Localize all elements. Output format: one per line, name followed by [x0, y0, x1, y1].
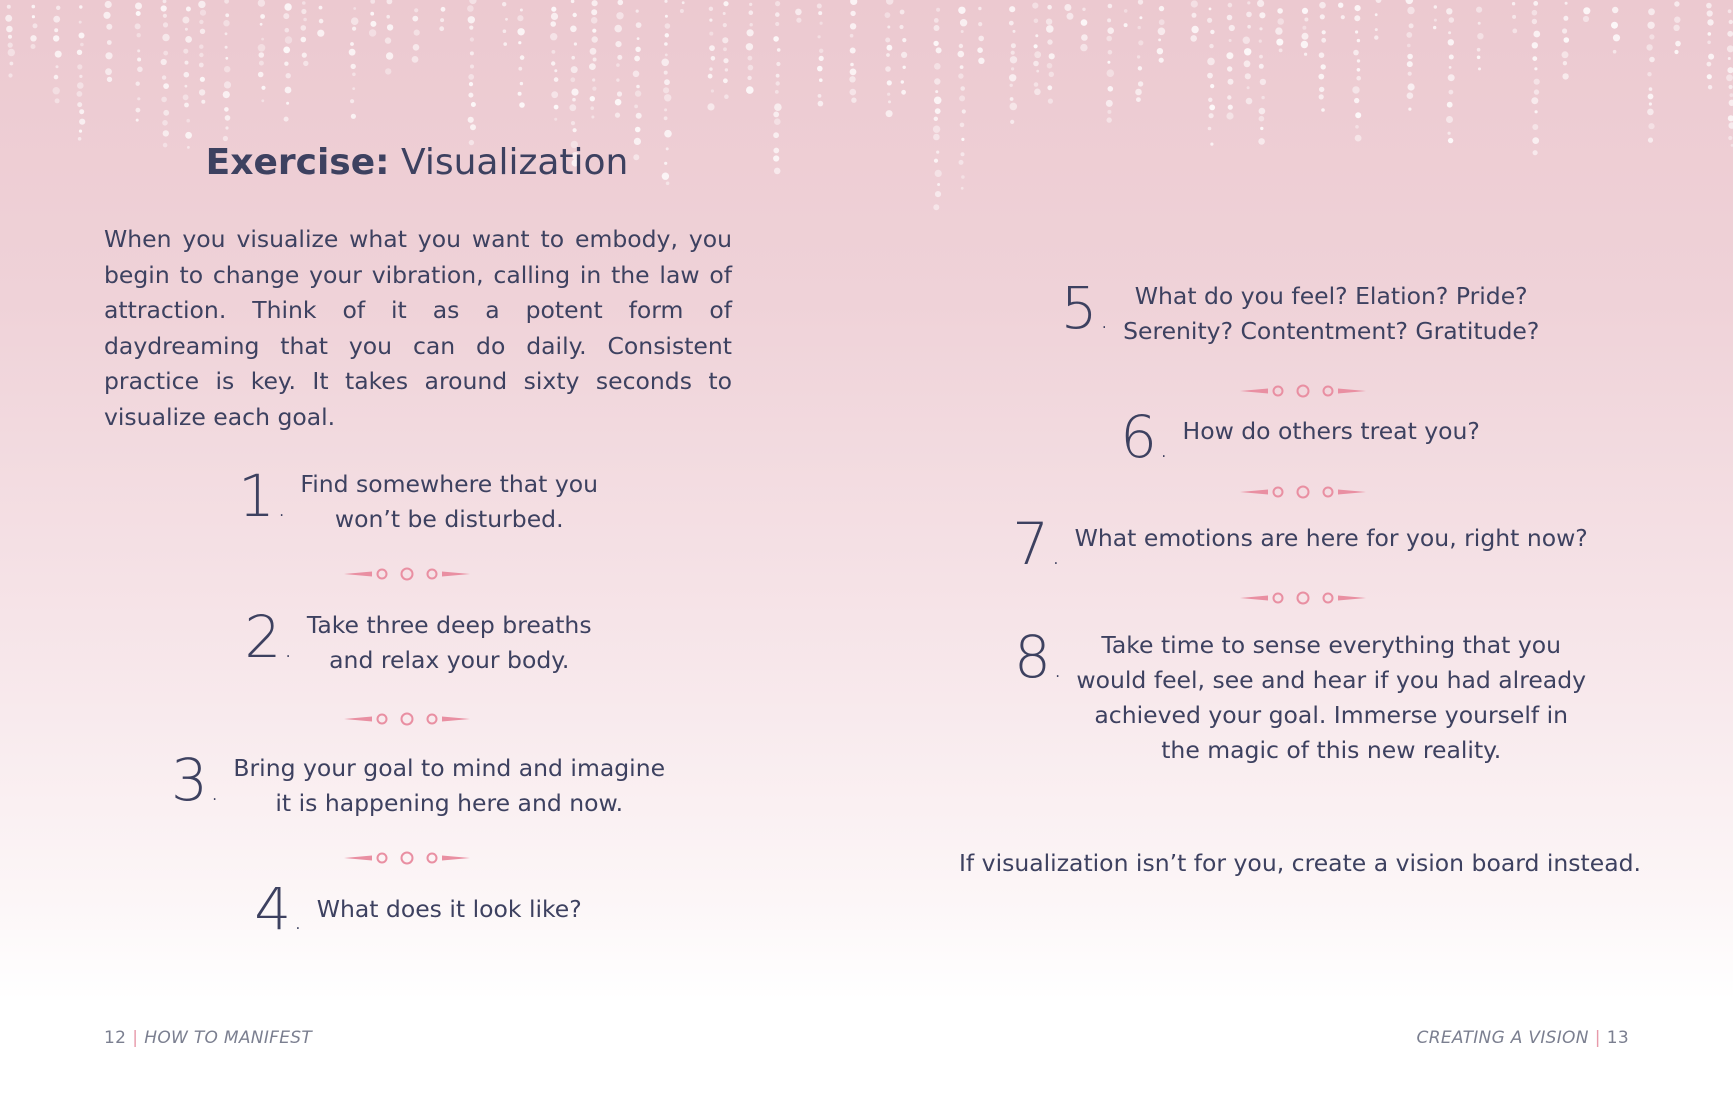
step-text: Bring your goal to mind and imagine it is happening here and now.	[233, 754, 666, 817]
closing-note: If visualization isn’t for you, create a vision board instead.	[959, 849, 1641, 877]
intro-paragraph: When you visualize what you want to embody, you begin to change your vibration, calling in the law of attraction. Think of it as a potent form of daydreaming that you can do daily. Consistent practice is key. It takes around sixty seconds to visualize each goal.	[104, 225, 732, 431]
step-4	[104, 875, 732, 943]
footer-separator: |	[132, 1028, 139, 1048]
page-number-right: 13	[1606, 1028, 1629, 1048]
running-title-right: CREATING A VISION	[1416, 1028, 1589, 1048]
step-number: 6 .	[1120, 408, 1168, 466]
ornament-divider	[1238, 590, 1368, 606]
ornament-divider	[1238, 484, 1368, 500]
step-text: What do you feel? Elation? Pride? Serenity? Contentment? Gratitude?	[1123, 282, 1540, 345]
step-number: 1 .	[238, 467, 286, 525]
title-rest: Visualization	[400, 142, 629, 183]
step-7	[880, 510, 1720, 578]
step-5	[880, 274, 1720, 349]
step-8	[880, 623, 1720, 768]
ornament-divider	[342, 566, 472, 582]
step-number: 5 .	[1061, 279, 1109, 337]
ornament-divider	[1238, 383, 1368, 399]
step-text: Take time to sense everything that you would feel, see and hear if you had already achieved your goal. Immerse yourself in the magic of this new reality.	[1076, 631, 1587, 764]
step-number: 2 .	[244, 608, 292, 666]
ornament-divider	[342, 711, 472, 727]
footer-separator: |	[1594, 1028, 1601, 1048]
footer-left	[104, 1028, 312, 1048]
step-text: How do others treat you?	[1182, 417, 1480, 445]
step-3	[104, 746, 732, 821]
title-bold: Exercise:	[205, 142, 390, 183]
step-6	[880, 403, 1720, 471]
step-1	[104, 462, 732, 537]
page-number-left: 12	[104, 1028, 127, 1048]
step-text: What emotions are here for you, right now?	[1074, 524, 1588, 552]
sparkle-decoration	[0, 0, 1733, 240]
ornament-divider	[342, 850, 472, 866]
step-number: 7 .	[1012, 515, 1060, 573]
footer-right	[1417, 1028, 1629, 1048]
step-number: 8 .	[1014, 628, 1062, 686]
step-number: 4 .	[254, 880, 302, 938]
step-text: What does it look like?	[316, 895, 582, 923]
step-text: Find somewhere that you won’t be disturbed.	[300, 470, 599, 533]
running-title-left: HOW TO MANIFEST	[144, 1028, 313, 1048]
step-number: 3 .	[171, 751, 219, 809]
exercise-title	[0, 142, 834, 183]
step-text: Take three deep breaths and relax your body.	[306, 611, 592, 674]
step-2	[104, 603, 732, 678]
